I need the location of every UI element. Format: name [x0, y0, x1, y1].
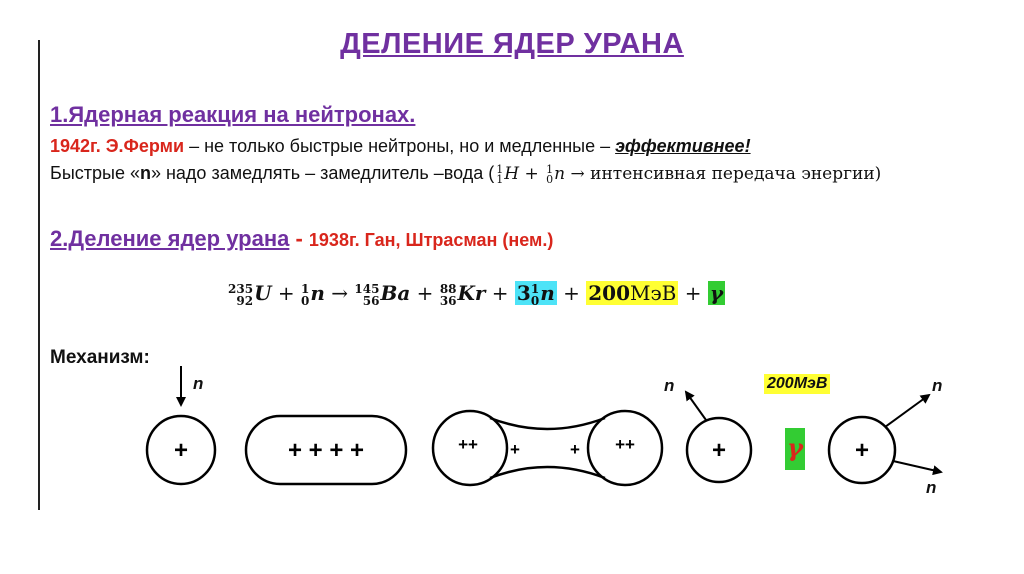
section2-title: 2.Деление ядер урана: [50, 226, 290, 251]
eq-n-mass: 1: [301, 281, 310, 296]
hydrogen-formula: [494, 164, 881, 184]
title-text: ДЕЛЕНИЕ ЯДЕР УРАНА: [340, 28, 684, 60]
section1-heading: 1.Ядерная реакция на нейтронах.: [50, 102, 416, 127]
neck-bottom: [490, 467, 605, 478]
fragment2-charge: +: [854, 437, 870, 464]
neutron-label-fragment1: n: [664, 376, 675, 395]
gamma-highlight: [708, 281, 725, 305]
h-symbol: H: [504, 164, 520, 184]
eq-n-symbol: n: [310, 281, 325, 305]
eq-gamma: γ: [709, 281, 724, 305]
ba-indices: [354, 283, 379, 307]
line2-text-b: » надо замедлять – замедлитель –вода (: [150, 163, 495, 183]
hydrogen-indices: [496, 162, 504, 186]
line1-emphasis: эффективнее!: [615, 136, 751, 156]
u-charge: 92: [236, 293, 254, 308]
split-right-charges: ++: [615, 435, 635, 454]
eq-arrow: →: [324, 281, 355, 305]
ba-charge: 56: [362, 293, 380, 308]
nucleus1-charge: +: [173, 437, 189, 464]
mechanism-label: Механизм:: [50, 347, 150, 368]
fermi-reference: 1942г. Э.Ферми: [50, 136, 185, 156]
energy-unit: МэВ: [629, 281, 677, 305]
plus-sign: +: [519, 164, 545, 184]
kr-symbol: Kr: [457, 281, 486, 305]
section2-dash: -: [289, 226, 309, 251]
section2-note: 1938г. Ган, Штрасман (нем.): [308, 230, 554, 250]
energy-label: 200МэВ: [764, 374, 830, 394]
section1-line1: [50, 136, 751, 157]
h-mass: 1: [496, 162, 504, 176]
n-mass: 1: [546, 162, 554, 176]
fragment1-neutron-arrow: [686, 392, 706, 420]
u-indices: [228, 283, 253, 307]
ba-mass: 145: [354, 281, 380, 296]
neutron-label-fragment2-up: n: [932, 376, 943, 395]
kr-indices: [440, 283, 457, 307]
gamma-label: γ: [785, 428, 805, 470]
n2-mass: 1: [530, 281, 540, 296]
n-charge: 0: [546, 172, 554, 186]
neutron-coefficient: 3: [516, 281, 531, 305]
ba-symbol: Ba: [380, 281, 411, 305]
n2-charge: 0: [530, 293, 540, 308]
n-symbol: n: [554, 164, 566, 184]
split-mid-right-charge: +: [570, 440, 580, 459]
fragment2-neutron-arrow-up: [885, 395, 929, 427]
energy-highlight: [586, 281, 678, 305]
kr-charge: 36: [439, 293, 457, 308]
arrow-text: → интенсивная передача энергии): [565, 164, 882, 184]
n2-symbol: n: [540, 281, 555, 305]
eq-plus-2: +: [410, 281, 440, 305]
neutron-indices: [546, 162, 554, 186]
neutron-label-incoming: n: [193, 374, 204, 393]
elongated-charges: + + + +: [287, 437, 365, 464]
neck-top: [490, 418, 605, 429]
fragment2-neutron-arrow-down: [893, 461, 941, 472]
line2-text-a: Быстрые «: [50, 163, 140, 183]
line2-n: n: [139, 163, 151, 183]
section1-line2: [50, 163, 881, 185]
eq-plus-4: +: [556, 281, 587, 305]
energy-number: 200: [588, 281, 630, 305]
u-symbol: U: [254, 281, 272, 305]
line1-text: – не только быстрые нейтроны, но и медленные –: [184, 136, 616, 156]
split-left-charges: ++: [458, 435, 478, 454]
fragment1-charge: +: [711, 437, 727, 464]
page-title: [0, 28, 1024, 61]
neutron-label-fragment2-down: n: [926, 478, 937, 497]
h-charge: 1: [496, 172, 504, 186]
fission-equation: [228, 281, 725, 307]
n-indices: [301, 283, 309, 307]
eq-plus-1: +: [271, 281, 301, 305]
section2-heading: [50, 226, 553, 252]
mechanism-diagram: [0, 360, 1024, 500]
u-mass: 235: [228, 281, 254, 296]
n2-indices: [531, 283, 539, 307]
kr-mass: 88: [439, 281, 457, 296]
three-neutrons-highlight: [515, 281, 557, 308]
eq-plus-5: +: [678, 281, 708, 305]
split-mid-left-charge: +: [510, 440, 520, 459]
eq-plus-3: +: [485, 281, 515, 305]
eq-n-charge: 0: [301, 293, 310, 308]
